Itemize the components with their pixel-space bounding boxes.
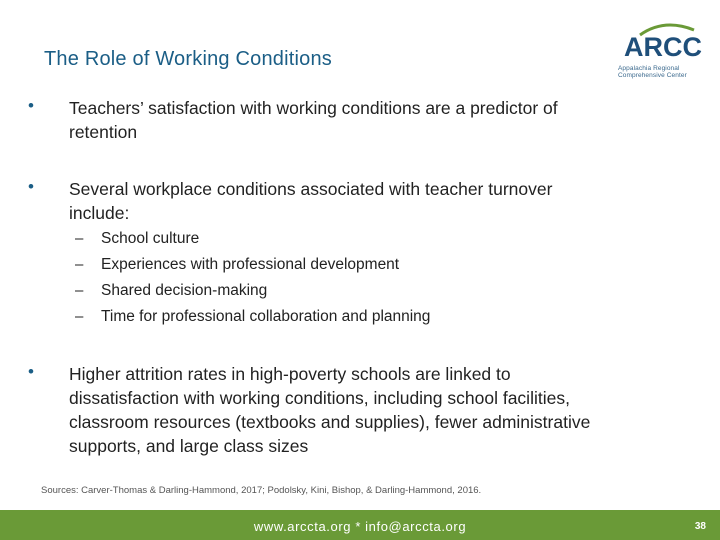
footer-bar [0,510,720,540]
page-number: 38 [694,521,706,532]
bullet-marker: • [28,177,34,196]
slide-title: The Role of Working Conditions [44,48,332,70]
sub-dash: – [75,230,84,247]
sub-dash: – [75,282,84,299]
logo-subtitle-line-2: Comprehensive Center [618,72,687,79]
sub-dash: – [75,256,84,273]
bullet-marker: • [28,362,34,381]
sub-dash: – [75,308,84,325]
sources-citation: Sources: Carver-Thomas & Darling-Hammond, 2017; Podolsky, Kini, Bishop, & Darling-Hammond, 2016. [41,485,482,496]
bullet-line: retention [69,122,138,142]
bullet-line: classroom resources (textbooks and supplies), fewer administrative [69,412,591,432]
logo-wordmark: ARCC [624,32,702,62]
sub-item-text: Shared decision-making [101,282,268,299]
bullet-line: Higher attrition rates in high-poverty schools are linked to [69,364,511,384]
bullet-line: dissatisfaction with working conditions, including school facilities, [69,388,570,408]
logo-subtitle-line-1: Appalachia Regional [618,65,680,72]
bullet-line: Teachers’ satisfaction with working conditions are a predictor of [69,98,558,118]
bullet-line: supports, and large class sizes [69,436,309,456]
bullet-line: include: [69,203,130,223]
sub-item-text: Experiences with professional development [101,256,400,273]
sub-item-text: School culture [101,230,200,247]
sub-item-text: Time for professional collaboration and planning [101,308,431,325]
arcc-logo [612,20,708,80]
bullet-marker: • [28,96,34,115]
footer-contact: www.arccta.org * info@arccta.org [253,519,467,534]
bullet-line: Several workplace conditions associated with teacher turnover [69,179,553,199]
